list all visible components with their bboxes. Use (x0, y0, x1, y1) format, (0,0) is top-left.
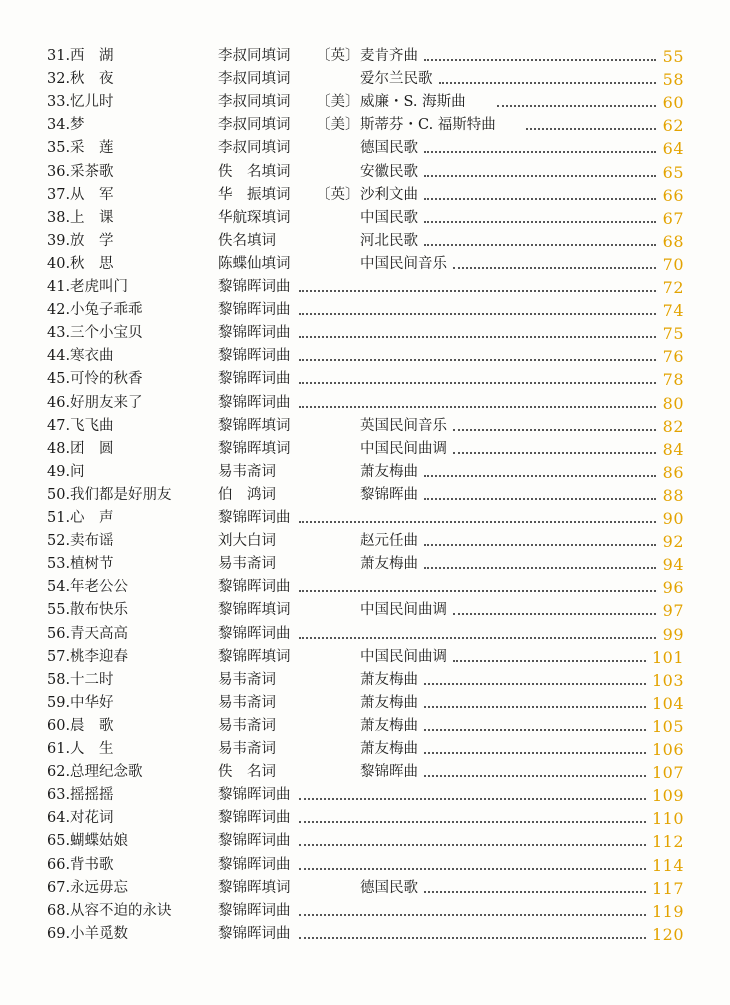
toc-entry[interactable] (0, 230, 730, 253)
entry-composer: 中国民间曲调 (360, 602, 447, 619)
entry-number: 39. (47, 232, 71, 249)
entry-number: 47. (47, 417, 71, 434)
dot-leader (424, 175, 656, 177)
toc-entry[interactable] (0, 553, 730, 576)
toc-entry[interactable] (0, 114, 730, 137)
entry-title: 晨 歌 (70, 717, 114, 734)
entry-page-number: 72 (662, 278, 684, 297)
entry-number: 52. (47, 533, 71, 550)
entry-lyricist: 黎锦晖填词 (218, 648, 291, 665)
entry-number: 55. (47, 602, 71, 619)
dot-leader (424, 151, 656, 153)
toc-entry[interactable] (0, 854, 730, 877)
toc-entry[interactable] (0, 253, 730, 276)
entry-title: 心 声 (70, 510, 114, 526)
entry-title: 飞飞曲 (70, 417, 114, 434)
entry-lyricist: 佚 名词 (218, 764, 276, 781)
entry-number: 59. (47, 694, 71, 711)
entry-composer: 爱尔兰民歌 (360, 71, 433, 88)
toc-entry[interactable] (0, 415, 730, 438)
toc-entry[interactable] (0, 784, 730, 807)
entry-number: 65. (47, 833, 71, 850)
entry-number: 66. (47, 856, 71, 873)
entry-title: 蝴蝶姑娘 (70, 833, 128, 850)
entry-title: 放 学 (70, 232, 114, 249)
entry-number: 44. (47, 348, 71, 365)
entry-composer: 黎锦晖曲 (360, 486, 418, 503)
entry-title: 永远毋忘 (70, 879, 128, 896)
entry-page-number: 64 (662, 139, 684, 159)
entry-composer: 萧友梅曲 (360, 741, 418, 757)
entry-composer: 河北民歌 (360, 232, 418, 249)
entry-page-number: 55 (662, 47, 684, 66)
entry-number: 56. (47, 625, 71, 642)
dot-leader (453, 429, 656, 431)
entry-number: 33. (47, 94, 71, 111)
entry-title: 小兔子乖乖 (70, 302, 143, 319)
entry-number: 61. (47, 741, 71, 757)
entry-number: 40. (47, 255, 71, 272)
entry-page-number: 105 (651, 716, 684, 736)
entry-number: 48. (47, 440, 71, 457)
toc-entry[interactable] (0, 669, 730, 692)
entry-number: 42. (47, 302, 71, 319)
entry-page-number: 120 (651, 924, 684, 944)
toc-entry[interactable] (0, 807, 730, 830)
toc-entry[interactable] (0, 507, 730, 530)
toc-entry[interactable] (0, 830, 730, 853)
entry-title: 采 莲 (70, 140, 114, 157)
toc-entry[interactable] (0, 207, 730, 230)
dot-leader (424, 244, 656, 246)
toc-entry[interactable] (0, 738, 730, 761)
dot-leader (424, 752, 646, 754)
toc-entry[interactable] (0, 161, 730, 184)
dot-leader (453, 660, 646, 662)
entry-title: 十二时 (70, 671, 114, 688)
entry-page-number: 75 (662, 324, 684, 344)
entry-title: 上 课 (70, 209, 114, 226)
entry-title: 我们都是好朋友 (70, 486, 172, 503)
entry-title: 桃李迎春 (70, 648, 128, 665)
entry-page-number: 99 (662, 624, 684, 644)
entry-origin: 〔美〕 (316, 117, 360, 134)
entry-lyricist: 李叔同填词 (218, 71, 291, 88)
entry-page-number: 70 (662, 254, 684, 274)
entry-lyricist: 黎锦晖词曲 (218, 325, 291, 342)
entry-composer: 萧友梅曲 (360, 717, 418, 734)
dot-leader (424, 567, 656, 569)
entry-page-number: 67 (662, 208, 684, 228)
entry-page-number: 112 (651, 832, 684, 852)
entry-lyricist: 易韦斋词 (218, 694, 276, 711)
entry-page-number: 78 (662, 370, 684, 390)
entry-page-number: 101 (651, 647, 684, 667)
dot-leader (424, 221, 656, 223)
entry-page-number: 58 (662, 70, 684, 90)
dot-leader (299, 868, 647, 870)
entry-number: 49. (47, 463, 71, 480)
entry-number: 46. (47, 394, 71, 411)
entry-composer: 中国民歌 (360, 209, 418, 226)
entry-page-number: 60 (662, 93, 684, 113)
toc-entry[interactable] (0, 484, 730, 507)
entry-number: 38. (47, 209, 71, 226)
entry-lyricist: 易韦斋词 (218, 463, 276, 480)
entry-lyricist: 黎锦晖填词 (218, 879, 291, 896)
entry-number: 64. (47, 810, 71, 827)
entry-title: 青天高高 (70, 625, 128, 642)
dot-leader (299, 336, 657, 338)
entry-composer: 萧友梅曲 (360, 671, 418, 688)
entry-lyricist: 黎锦晖填词 (218, 602, 291, 619)
entry-number: 45. (47, 371, 71, 388)
entry-page-number: 109 (651, 786, 684, 806)
entry-page-number: 103 (651, 670, 684, 690)
entry-number: 51. (47, 510, 71, 526)
dot-leader (299, 313, 657, 315)
dot-leader (424, 775, 646, 777)
entry-page-number: 110 (651, 809, 684, 829)
entry-title: 从 军 (70, 186, 114, 203)
entry-title: 总理纪念歌 (70, 764, 143, 781)
entry-lyricist: 伯 鸿词 (218, 486, 276, 503)
entry-lyricist: 华航琛填词 (218, 209, 291, 226)
entry-page-number: 86 (662, 462, 684, 482)
entry-title: 好朋友来了 (70, 394, 143, 411)
entry-page-number: 104 (651, 693, 684, 713)
toc-entry[interactable] (0, 91, 730, 114)
entry-title: 小羊觅数 (70, 925, 128, 942)
entry-lyricist: 黎锦晖词曲 (218, 902, 291, 919)
entry-page-number: 107 (651, 763, 684, 783)
entry-page-number: 97 (662, 601, 684, 621)
toc-entry[interactable] (0, 68, 730, 91)
entry-title: 植树节 (70, 556, 114, 573)
entry-page-number: 106 (651, 740, 684, 759)
entry-number: 34. (47, 117, 71, 134)
entry-composer: 安徽民歌 (360, 163, 418, 180)
entry-title: 秋 思 (70, 255, 114, 272)
entry-lyricist: 李叔同填词 (218, 94, 291, 111)
entry-lyricist: 黎锦晖词曲 (218, 510, 291, 526)
entry-number: 69. (47, 925, 71, 942)
entry-number: 31. (47, 48, 71, 64)
entry-page-number: 117 (651, 878, 684, 898)
entry-number: 58. (47, 671, 71, 688)
dot-leader (299, 359, 657, 361)
entry-page-number: 96 (662, 578, 684, 598)
entry-lyricist: 黎锦晖词曲 (218, 787, 291, 804)
entry-lyricist: 黎锦晖词曲 (218, 371, 291, 388)
entry-title: 西 湖 (70, 48, 114, 64)
entry-composer: 威廉・S. 海斯曲 (360, 94, 466, 111)
entry-lyricist: 黎锦晖词曲 (218, 279, 291, 295)
entry-number: 62. (47, 764, 71, 781)
entry-title: 秋 夜 (70, 71, 114, 88)
entry-number: 36. (47, 163, 71, 180)
entry-title: 寒衣曲 (70, 348, 114, 365)
entry-number: 57. (47, 648, 71, 665)
entry-title: 对花词 (70, 810, 114, 827)
entry-lyricist: 黎锦晖词曲 (218, 625, 291, 642)
entry-lyricist: 陈蝶仙填词 (218, 255, 291, 272)
entry-page-number: 82 (662, 416, 684, 436)
dot-leader (299, 798, 647, 800)
dot-leader (299, 590, 657, 592)
dot-leader (424, 683, 646, 685)
entry-number: 32. (47, 71, 71, 88)
entry-lyricist: 易韦斋词 (218, 717, 276, 734)
entry-lyricist: 黎锦晖词曲 (218, 348, 291, 365)
toc-entry[interactable] (0, 322, 730, 345)
entry-number: 41. (47, 279, 71, 295)
toc-entry[interactable] (0, 392, 730, 415)
entry-title: 中华好 (70, 694, 114, 711)
entry-origin: 〔美〕 (316, 94, 360, 111)
entry-page-number: 74 (662, 301, 684, 321)
entry-lyricist: 黎锦晖词曲 (218, 810, 291, 827)
toc-entry[interactable] (0, 761, 730, 784)
entry-page-number: 76 (662, 347, 684, 367)
dot-leader (424, 59, 656, 61)
entry-page-number: 90 (662, 509, 684, 528)
dot-leader (453, 613, 656, 615)
dot-leader (453, 452, 656, 454)
entry-composer: 萧友梅曲 (360, 556, 418, 573)
entry-page-number: 68 (662, 231, 684, 251)
entry-title: 背书歌 (70, 856, 114, 873)
entry-origin: 〔英〕 (316, 48, 360, 64)
entry-composer: 中国民间曲调 (360, 648, 447, 665)
toc-entry[interactable] (0, 184, 730, 207)
dot-leader (424, 706, 646, 708)
entry-number: 37. (47, 186, 71, 203)
dot-leader (424, 198, 656, 200)
dot-leader (497, 105, 657, 107)
entry-title: 三个小宝贝 (70, 325, 143, 342)
entry-origin: 〔英〕 (316, 186, 360, 203)
entry-title: 采茶歌 (70, 163, 114, 180)
entry-number: 63. (47, 787, 71, 804)
entry-lyricist: 黎锦晖词曲 (218, 856, 291, 873)
entry-title: 从容不迫的永诀 (70, 902, 172, 919)
entry-composer: 萧友梅曲 (360, 463, 418, 480)
entry-number: 60. (47, 717, 71, 734)
entry-composer: 中国民间曲调 (360, 440, 447, 457)
entry-lyricist: 黎锦晖填词 (218, 417, 291, 434)
toc-entry[interactable] (0, 877, 730, 900)
entry-title: 人 生 (70, 741, 114, 757)
entry-lyricist: 易韦斋词 (218, 556, 276, 573)
entry-title: 摇摇摇 (70, 787, 114, 804)
toc-entry[interactable] (0, 599, 730, 622)
dot-leader (299, 290, 657, 292)
entry-composer: 德国民歌 (360, 879, 418, 896)
dot-leader (424, 498, 656, 500)
entry-composer: 赵元任曲 (360, 533, 418, 550)
entry-title: 年老公公 (70, 579, 128, 596)
entry-composer: 德国民歌 (360, 140, 418, 157)
entry-page-number: 88 (662, 485, 684, 505)
dot-leader (439, 82, 657, 84)
toc-entry[interactable] (0, 623, 730, 646)
entry-composer: 黎锦晖曲 (360, 764, 418, 781)
entry-title: 卖布谣 (70, 533, 114, 550)
entry-number: 50. (47, 486, 71, 503)
entry-page-number: 84 (662, 439, 684, 459)
entry-page-number: 119 (651, 901, 684, 921)
entry-title: 忆儿时 (70, 94, 114, 111)
dot-leader (299, 406, 657, 408)
entry-title: 可怜的秋香 (70, 371, 143, 388)
entry-page-number: 62 (662, 116, 684, 136)
entry-lyricist: 黎锦晖词曲 (218, 925, 291, 942)
entry-lyricist: 刘大白词 (218, 533, 276, 550)
entry-lyricist: 佚 名填词 (218, 163, 291, 180)
toc-entry[interactable] (0, 692, 730, 715)
entry-lyricist: 李叔同填词 (218, 140, 291, 157)
entry-title: 老虎叫门 (70, 279, 128, 295)
toc-entry[interactable] (0, 461, 730, 484)
entry-lyricist: 黎锦晖词曲 (218, 394, 291, 411)
entry-number: 68. (47, 902, 71, 919)
entry-lyricist: 佚名填词 (218, 232, 276, 249)
toc-entry[interactable] (0, 576, 730, 599)
entry-title: 散布快乐 (70, 602, 128, 619)
entry-number: 35. (47, 140, 71, 157)
toc-entry[interactable] (0, 438, 730, 461)
toc-entry[interactable] (0, 276, 730, 299)
entry-lyricist: 李叔同填词 (218, 117, 291, 134)
dot-leader (299, 382, 657, 384)
entry-page-number: 65 (662, 162, 684, 182)
entry-page-number: 66 (662, 185, 684, 205)
dot-leader (299, 521, 657, 523)
entry-lyricist: 易韦斋词 (218, 741, 276, 757)
dot-leader (299, 821, 647, 823)
entry-page-number: 92 (662, 532, 684, 552)
toc-entry[interactable] (0, 345, 730, 368)
dot-leader (299, 937, 647, 939)
entry-composer: 沙利文曲 (360, 186, 418, 203)
dot-leader (424, 475, 656, 477)
entry-title: 梦 (70, 117, 85, 134)
entry-page-number: 114 (651, 855, 684, 875)
dot-leader (299, 844, 647, 846)
entry-composer: 斯蒂芬・C. 福斯特曲 (360, 117, 496, 134)
dot-leader (424, 891, 646, 893)
toc-entry[interactable] (0, 715, 730, 738)
entry-lyricist: 李叔同填词 (218, 48, 291, 64)
toc-entry[interactable] (0, 368, 730, 391)
toc-entry[interactable] (0, 530, 730, 553)
entry-composer: 萧友梅曲 (360, 694, 418, 711)
entry-lyricist: 黎锦晖填词 (218, 440, 291, 457)
entry-lyricist: 黎锦晖词曲 (218, 302, 291, 319)
dot-leader (526, 128, 657, 130)
entry-number: 54. (47, 579, 71, 596)
entry-lyricist: 黎锦晖词曲 (218, 579, 291, 596)
dot-leader (299, 637, 657, 639)
toc-entry[interactable] (0, 45, 730, 68)
entry-page-number: 80 (662, 393, 684, 413)
entry-lyricist: 黎锦晖词曲 (218, 833, 291, 850)
toc-entry[interactable] (0, 923, 730, 946)
entry-page-number: 94 (662, 555, 684, 575)
entry-number: 43. (47, 325, 71, 342)
entry-title: 团 圆 (70, 440, 114, 457)
toc-entry[interactable] (0, 900, 730, 923)
dot-leader (424, 729, 646, 731)
toc-entry[interactable] (0, 299, 730, 322)
entry-composer: 中国民间音乐 (360, 255, 447, 272)
dot-leader (424, 544, 656, 546)
entry-number: 53. (47, 556, 71, 573)
entry-number: 67. (47, 879, 71, 896)
dot-leader (299, 914, 647, 916)
toc-entry[interactable] (0, 646, 730, 669)
entry-lyricist: 易韦斋词 (218, 671, 276, 688)
toc-entry[interactable] (0, 137, 730, 160)
entry-title: 问 (70, 463, 85, 480)
dot-leader (453, 267, 656, 269)
entry-composer: 麦肯齐曲 (360, 48, 418, 64)
entry-composer: 英国民间音乐 (360, 417, 447, 434)
entry-lyricist: 华 振填词 (218, 186, 291, 203)
